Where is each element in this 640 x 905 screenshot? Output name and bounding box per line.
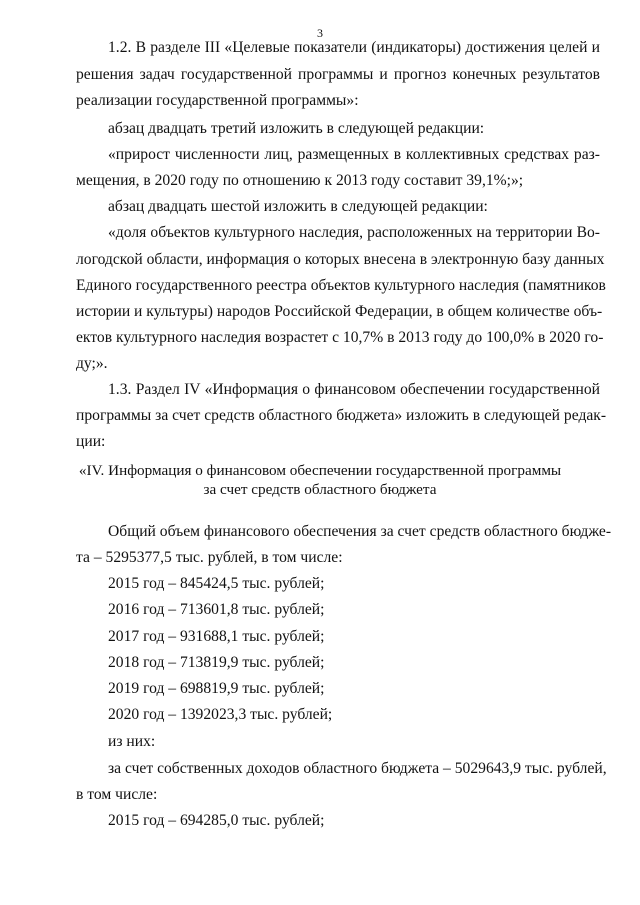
- page-number: 3: [317, 26, 323, 40]
- para26-line-4: истории и культуры) народов Российской Федерации, в общем количестве объ-: [76, 303, 603, 320]
- para26-intro: абзац двадцать шестой изложить в следующей редакции:: [108, 198, 488, 215]
- para26-line-1: «доля объектов культурного наследия, расположенных на территории Во-: [108, 224, 600, 241]
- para23-line-1: «прирост численности лиц, размещенных в коллективных средствах раз-: [108, 146, 600, 163]
- section-1-3-line-1: 1.3. Раздел IV «Информация о финансовом обеспечении государственной: [108, 381, 600, 398]
- funding-year-2016: 2016 год – 713601,8 тыс. рублей;: [108, 601, 325, 618]
- funding-year-2018: 2018 год – 713819,9 тыс. рублей;: [108, 654, 325, 671]
- para26-line-6: ду;».: [76, 355, 108, 372]
- section-1-3-line-2: программы за счет средств областного бюджета» изложить в следующей редак-: [76, 407, 607, 424]
- section-iv-heading-line-2: за счет средств областного бюджета: [203, 481, 437, 498]
- funding-total-line-2: та – 5295377,5 тыс. рублей, в том числе:: [76, 549, 343, 566]
- own-income-line-1: за счет собственных доходов областного бюджета – 5029643,9 тыс. рублей,: [108, 760, 607, 777]
- funding-total-line-1: Общий объем финансового обеспечения за счет средств областного бюдже-: [108, 523, 612, 540]
- own-income-line-2: в том числе:: [76, 786, 158, 803]
- funding-year-2019: 2019 год – 698819,9 тыс. рублей;: [108, 680, 325, 697]
- section-1-2-line-1: 1.2. В разделе III «Целевые показатели (индикаторы) достижения целей и: [108, 39, 600, 56]
- para26-line-2: логодской области, информация о которых внесена в электронную базу данных: [76, 251, 605, 268]
- funding-of-which: из них:: [108, 733, 156, 750]
- funding-year-2020: 2020 год – 1392023,3 тыс. рублей;: [108, 706, 333, 723]
- own-income-year-2015: 2015 год – 694285,0 тыс. рублей;: [108, 812, 325, 829]
- para26-line-3: Единого государственного реестра объектов культурного наследия (памятников: [76, 277, 606, 294]
- funding-year-2017: 2017 год – 931688,1 тыс. рублей;: [108, 628, 325, 645]
- para26-line-5: ектов культурного наследия возрастет с 10,7% в 2013 году до 100,0% в 2020 го-: [76, 329, 604, 346]
- section-1-2-line-3: реализации государственной программы»:: [76, 92, 359, 109]
- section-1-2-line-2: решения задач государственной программы и прогноз конечных результатов: [76, 66, 600, 83]
- section-1-3-line-3: ции:: [76, 433, 106, 450]
- funding-year-2015: 2015 год – 845424,5 тыс. рублей;: [108, 575, 325, 592]
- para23-line-2: мещения, в 2020 году по отношению к 2013 году составит 39,1%;»;: [76, 172, 524, 189]
- para23-intro: абзац двадцать третий изложить в следующей редакции:: [108, 120, 485, 137]
- section-iv-heading-line-1: «IV. Информация о финансовом обеспечении государственной программы: [78, 462, 562, 479]
